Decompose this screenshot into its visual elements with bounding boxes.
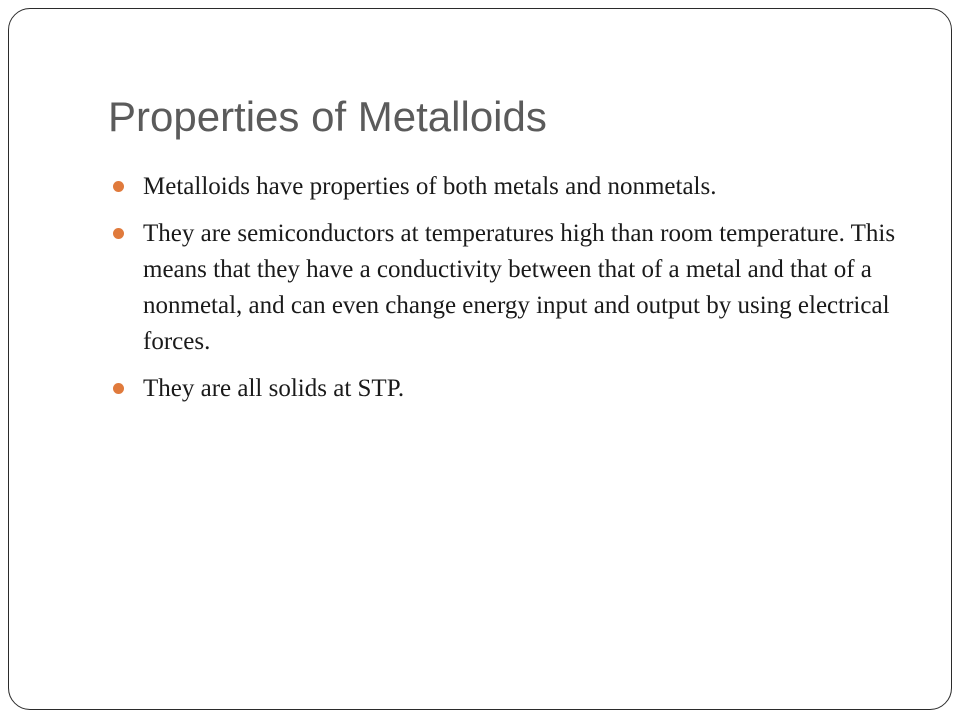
bullet-dot-icon [113,228,124,239]
bullet-text: They are all solids at STP. [143,375,405,402]
bullet-list [113,169,903,418]
bullet-text: They are semiconductors at temperatures high than room temperature. This means that they have a conductivity between that of a metal and that of a nonmetal, and can even change energy input and output by using electrical forces. [143,220,896,355]
bullet-dot-icon [113,383,124,394]
bullet-item-2 [113,216,903,360]
bullet-text: Metalloids have properties of both metals and nonmetals. [143,173,717,200]
slide-title: Properties of Metalloids [108,93,547,140]
bullet-item-1 [113,169,903,205]
bullet-dot-icon [113,181,124,192]
slide-frame [8,8,952,710]
bullet-item-3 [113,371,903,407]
